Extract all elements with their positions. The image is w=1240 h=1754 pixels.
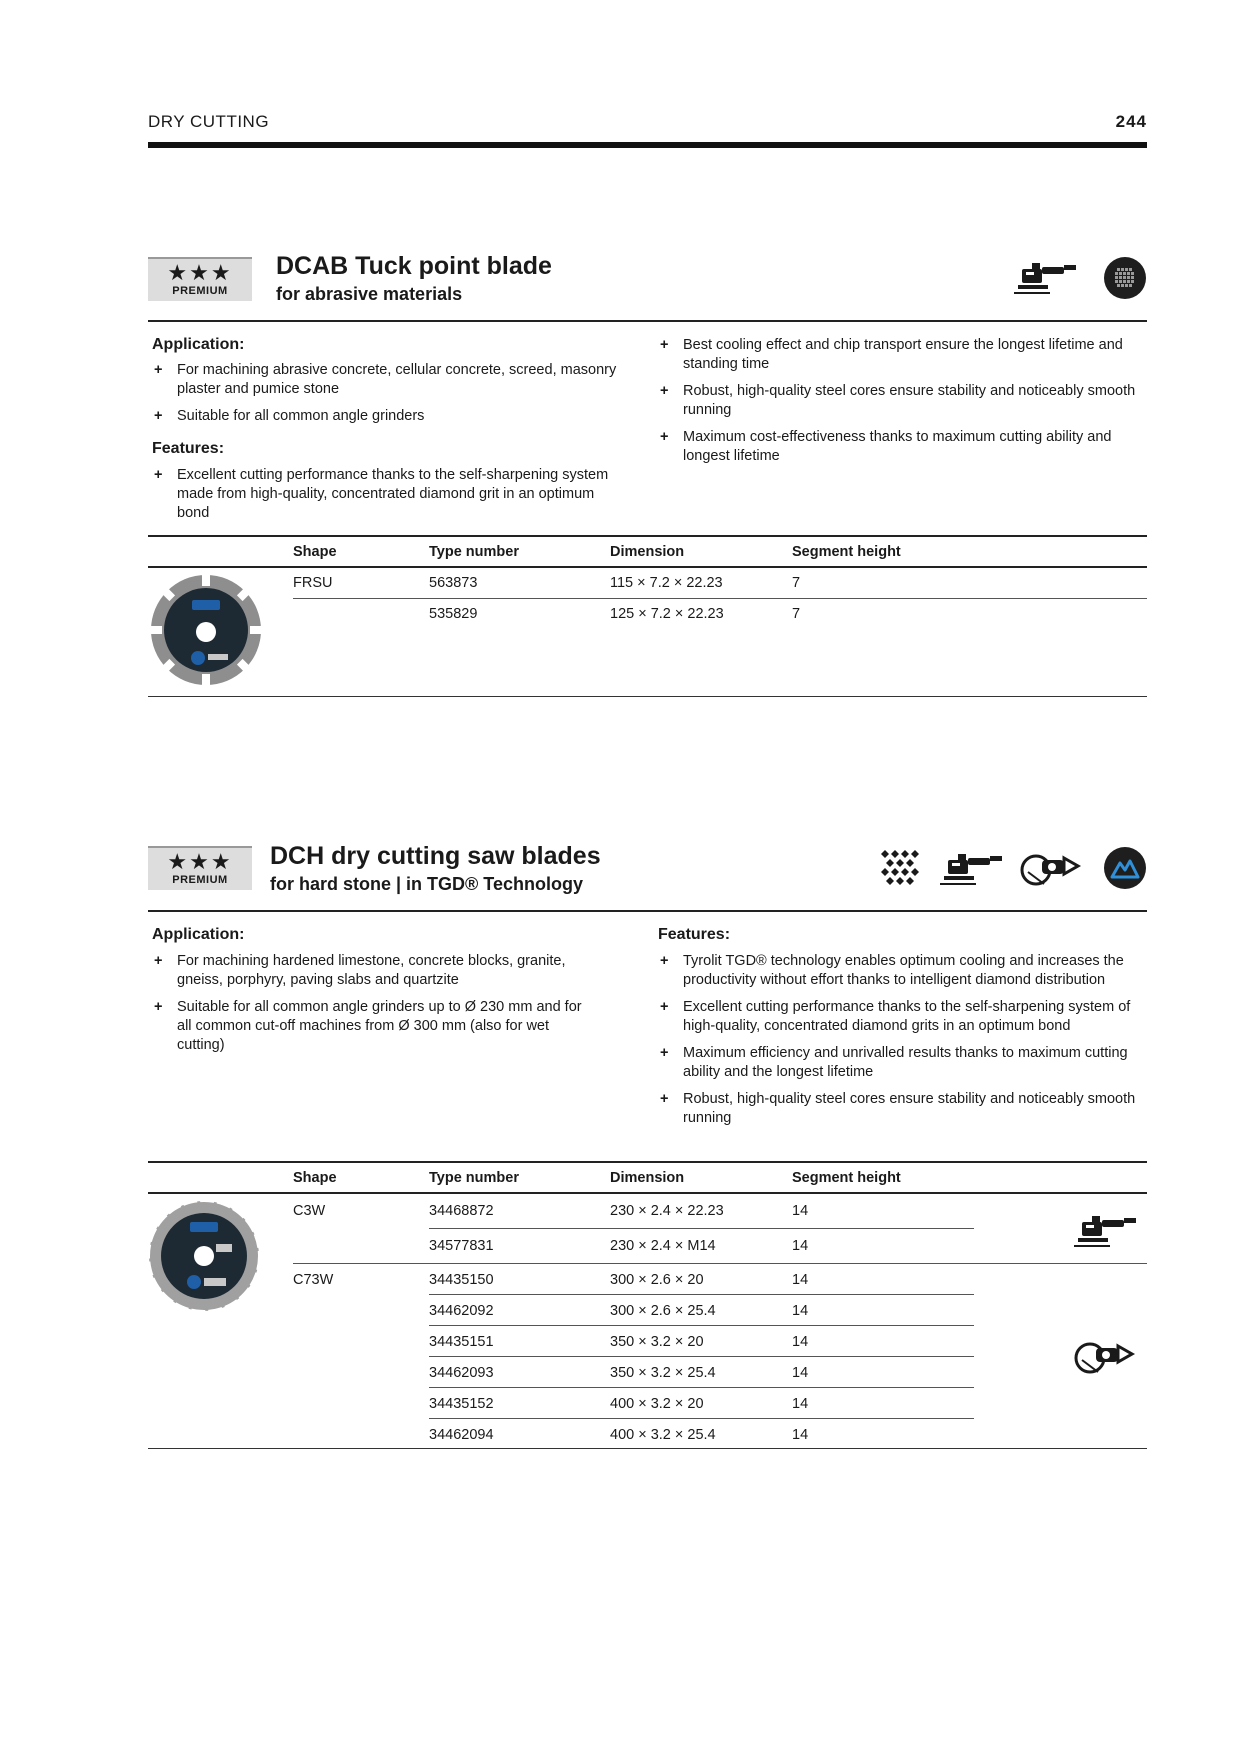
- angle-grinder-icon: [1014, 259, 1080, 299]
- row-rule: [293, 598, 1147, 599]
- cell-segment-height: 14: [792, 1334, 809, 1350]
- cell-type-number: 34468872: [429, 1203, 494, 1219]
- row-rule: [429, 1387, 974, 1388]
- product-subtitle: for abrasive materials: [276, 284, 463, 304]
- cell-type-number: 34435151: [429, 1334, 494, 1350]
- cell-type-number: 34462093: [429, 1365, 494, 1381]
- list-item: + Excellent cutting performance thanks to the self-sharpening system made from high-quality, concentrated diamond grit in an optimum bond: [152, 466, 622, 523]
- list-item: + For machining abrasive concrete, cellular concrete, screed, masonry plaster and pumice stone: [152, 361, 622, 399]
- col-segment-height: Segment height: [792, 1170, 901, 1186]
- hard-stone-icon: [1104, 847, 1146, 889]
- row-rule: [429, 1294, 974, 1295]
- stars-icon: ★★★: [167, 260, 233, 285]
- row-rule: [429, 1356, 974, 1357]
- features-list: [658, 952, 1144, 1136]
- cell-shape: C73W: [293, 1272, 334, 1288]
- cell-segment-height: 14: [792, 1203, 809, 1219]
- features-list-right: [658, 336, 1138, 474]
- col-dimension: Dimension: [610, 544, 685, 560]
- cell-dimension: 300 × 2.6 × 25.4: [610, 1303, 716, 1319]
- stars-icon: ★★★: [167, 849, 233, 874]
- cut-off-machine-icon: [1018, 850, 1082, 890]
- abrasive-material-icon: [1104, 257, 1146, 299]
- cell-segment-height: 14: [792, 1303, 809, 1319]
- features-heading: Features:: [152, 440, 225, 457]
- list-item: + Robust, high-quality steel cores ensure stability and noticeably smooth running: [658, 1090, 1144, 1128]
- row-rule: [429, 1325, 974, 1326]
- cell-type-number: 34435152: [429, 1396, 494, 1412]
- table-top-rule: [148, 1161, 1147, 1163]
- cell-dimension: 115 × 7.2 × 22.23: [610, 575, 723, 591]
- row-rule: [429, 1228, 974, 1229]
- cell-dimension: 125 × 7.2 × 22.23: [610, 606, 724, 622]
- col-type-number: Type number: [429, 544, 519, 560]
- row-rule: [429, 1418, 974, 1419]
- angle-grinder-icon: [1074, 1212, 1140, 1252]
- premium-label: PREMIUM: [172, 285, 228, 297]
- cell-dimension: 400 × 3.2 × 20: [610, 1396, 704, 1412]
- list-item: + Best cooling effect and chip transport ensure the longest lifetime and standing time: [658, 336, 1138, 374]
- cell-segment-height: 14: [792, 1365, 809, 1381]
- features-heading: Features:: [658, 926, 731, 943]
- product-subtitle: for hard stone | in TGD® Technology: [270, 874, 583, 894]
- features-list: [152, 466, 622, 531]
- product-title: DCAB Tuck point blade: [276, 252, 552, 280]
- product-title: DCH dry cutting saw blades: [270, 842, 601, 870]
- cell-type-number: 34577831: [429, 1238, 494, 1254]
- table-bottom-rule: [148, 1448, 1147, 1449]
- cut-off-machine-icon: [1072, 1338, 1136, 1378]
- list-item: + Maximum efficiency and unrivalled results thanks to maximum cutting ability and the longest lifetime: [658, 1044, 1144, 1082]
- table-bottom-rule: [148, 696, 1147, 697]
- table-header-rule: [148, 1192, 1147, 1194]
- premium-badge: [148, 846, 252, 890]
- list-item: + Suitable for all common angle grinders: [152, 407, 622, 426]
- application-heading: Application:: [152, 926, 245, 943]
- cell-segment-height: 7: [792, 575, 801, 591]
- list-item: + Robust, high-quality steel cores ensure stability and noticeably smooth running: [658, 382, 1138, 420]
- cell-segment-height: 14: [792, 1427, 809, 1443]
- divider: [148, 910, 1147, 912]
- list-item: + Suitable for all common angle grinders up to Ø 230 mm and for all common cut-off machines from Ø 300 mm (also for wet cutting): [152, 998, 592, 1055]
- premium-badge: [148, 257, 252, 301]
- cell-segment-height: 7: [792, 606, 801, 622]
- cell-type-number: 34435150: [429, 1272, 494, 1288]
- table-top-rule: [148, 535, 1147, 537]
- application-list: [152, 361, 622, 434]
- cell-segment-height: 14: [792, 1396, 809, 1412]
- cell-type-number: 563873: [429, 575, 478, 591]
- diamond-grit-icon: [880, 848, 920, 888]
- cell-type-number: 535829: [429, 606, 478, 622]
- angle-grinder-icon: [940, 850, 1006, 890]
- row-rule: [293, 1263, 1147, 1264]
- cell-dimension: 350 × 3.2 × 25.4: [610, 1365, 716, 1381]
- list-item: + For machining hardened limestone, concrete blocks, granite, gneiss, porphyry, paving slabs and quartzite: [152, 952, 592, 990]
- col-segment-height: Segment height: [792, 544, 901, 560]
- blade-image: [148, 1200, 260, 1312]
- cell-segment-height: 14: [792, 1272, 809, 1288]
- table-header-rule: [148, 566, 1147, 568]
- list-item: + Tyrolit TGD® technology enables optimum cooling and increases the productivity without effort thanks to intelligent diamond distribution: [658, 952, 1144, 990]
- cell-dimension: 230 × 2.4 × M14: [610, 1238, 716, 1254]
- cell-shape: C3W: [293, 1203, 326, 1219]
- col-shape: Shape: [293, 1170, 337, 1186]
- col-type-number: Type number: [429, 1170, 519, 1186]
- page-number: 244: [1115, 112, 1147, 131]
- list-item: + Maximum cost-effectiveness thanks to maximum cutting ability and longest lifetime: [658, 428, 1138, 466]
- section-title: DRY CUTTING: [148, 112, 270, 131]
- cell-dimension: 230 × 2.4 × 22.23: [610, 1203, 724, 1219]
- application-heading: Application:: [152, 336, 245, 353]
- col-shape: Shape: [293, 544, 337, 560]
- cell-shape: FRSU: [293, 575, 333, 591]
- cell-type-number: 34462094: [429, 1427, 494, 1443]
- list-item: + Excellent cutting performance thanks to the self-sharpening system of high-quality, concentrated diamond grits in an optimum bond: [658, 998, 1144, 1036]
- col-dimension: Dimension: [610, 1170, 685, 1186]
- divider: [148, 320, 1147, 322]
- cell-dimension: 300 × 2.6 × 20: [610, 1272, 704, 1288]
- blade-image: [150, 574, 262, 686]
- header-rule: [148, 142, 1147, 148]
- cell-segment-height: 14: [792, 1238, 809, 1254]
- cell-dimension: 400 × 3.2 × 25.4: [610, 1427, 716, 1443]
- cell-type-number: 34462092: [429, 1303, 494, 1319]
- application-list: [152, 952, 592, 1063]
- cell-dimension: 350 × 3.2 × 20: [610, 1334, 704, 1350]
- premium-label: PREMIUM: [172, 874, 228, 886]
